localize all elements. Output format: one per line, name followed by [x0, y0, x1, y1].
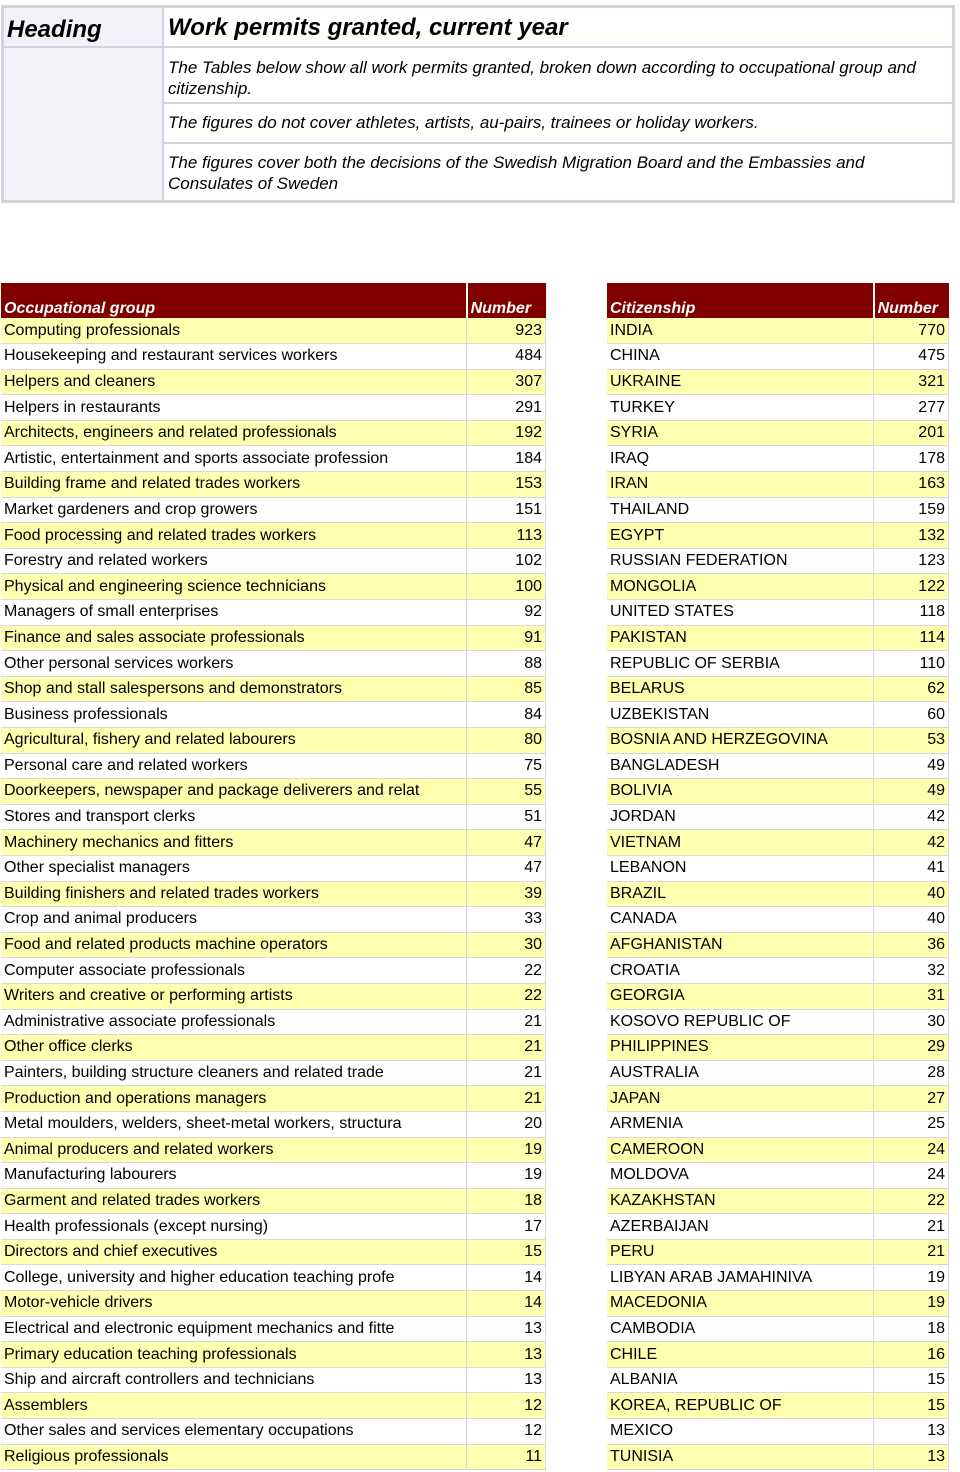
number-cell: 19	[874, 1291, 949, 1317]
number-cell: 30	[874, 1009, 949, 1035]
occupational-group-cell: Crop and animal producers	[1, 907, 467, 933]
table-row	[1, 344, 546, 370]
number-cell: 277	[874, 395, 949, 421]
number-cell: 307	[467, 369, 546, 395]
occupational-group-cell: Writers and creative or performing artists	[1, 983, 467, 1009]
number-cell: 15	[467, 1239, 546, 1265]
table-row	[1, 446, 546, 472]
occupational-group-cell: Helpers and cleaners	[1, 369, 467, 395]
number-cell: 53	[874, 728, 949, 754]
occupational-group-cell: Personal care and related workers	[1, 753, 467, 779]
citizenship-cell: VIETNAM	[607, 830, 874, 856]
occupational-group-cell: Building frame and related trades workers	[1, 472, 467, 498]
citizenship-cell: ARMENIA	[607, 1111, 874, 1137]
number-cell: 100	[467, 574, 546, 600]
citizenship-cell: PAKISTAN	[607, 625, 874, 651]
heading-label: Heading	[4, 8, 162, 48]
citizenship-cell: CAMBODIA	[607, 1316, 874, 1342]
occupational-group-cell: Administrative associate professionals	[1, 1009, 467, 1035]
occupational-group-cell: Food processing and related trades workers	[1, 523, 467, 549]
occupational-group-cell: Other personal services workers	[1, 651, 467, 677]
number-cell: 118	[874, 600, 949, 626]
occupational-group-cell: Architects, engineers and related professionals	[1, 420, 467, 446]
number-cell: 47	[467, 855, 546, 881]
number-cell: 75	[467, 753, 546, 779]
citizenship-cell: PHILIPPINES	[607, 1035, 874, 1061]
number-cell: 27	[874, 1086, 949, 1112]
number-cell: 47	[467, 830, 546, 856]
citizenship-cell: UNITED STATES	[607, 600, 874, 626]
citizenship-cell: BOLIVIA	[607, 779, 874, 805]
citizenship-table	[607, 283, 949, 1470]
number-cell: 49	[874, 779, 949, 805]
table-row	[1, 804, 546, 830]
citizenship-cell: MACEDONIA	[607, 1291, 874, 1317]
column-header-number: Number	[874, 283, 949, 318]
table-row	[607, 702, 949, 728]
number-cell: 291	[467, 395, 546, 421]
table-row	[1, 1239, 546, 1265]
occupational-group-cell: Religious professionals	[1, 1444, 467, 1470]
table-row	[1, 395, 546, 421]
number-cell: 114	[874, 625, 949, 651]
occupational-group-cell: Helpers in restaurants	[1, 395, 467, 421]
occupational-group-cell: College, university and higher education teaching profe	[1, 1265, 467, 1291]
occupational-group-cell: Shop and stall salespersons and demonstrators	[1, 676, 467, 702]
number-cell: 24	[874, 1137, 949, 1163]
citizenship-cell: TUNISIA	[607, 1444, 874, 1470]
citizenship-cell: CAMEROON	[607, 1137, 874, 1163]
table-row	[607, 1265, 949, 1291]
table-row	[1, 702, 546, 728]
citizenship-cell: JAPAN	[607, 1086, 874, 1112]
description-paragraph-3: The figures cover both the decisions of the Swedish Migration Board and the Embassies and Consulates of Sweden	[168, 153, 865, 193]
citizenship-cell: JORDAN	[607, 804, 874, 830]
table-row	[607, 958, 949, 984]
number-cell: 40	[874, 907, 949, 933]
number-cell: 475	[874, 344, 949, 370]
occupational-group-cell: Stores and transport clerks	[1, 804, 467, 830]
table-row	[607, 1111, 949, 1137]
table-row	[1, 881, 546, 907]
occupational-group-cell: Agricultural, fishery and related labourers	[1, 728, 467, 754]
citizenship-cell: UKRAINE	[607, 369, 874, 395]
table-row	[1, 728, 546, 754]
table-row	[607, 855, 949, 881]
number-cell: 13	[874, 1419, 949, 1445]
occupational-group-cell: Other sales and services elementary occupations	[1, 1419, 467, 1445]
number-cell: 42	[874, 804, 949, 830]
citizenship-cell: TURKEY	[607, 395, 874, 421]
table-row	[1, 907, 546, 933]
number-cell: 21	[467, 1009, 546, 1035]
number-cell: 16	[874, 1342, 949, 1368]
citizenship-cell: IRAQ	[607, 446, 874, 472]
table-row	[1, 1111, 546, 1137]
citizenship-cell: KOREA, REPUBLIC OF	[607, 1393, 874, 1419]
table-row	[1, 676, 546, 702]
table-row	[1, 548, 546, 574]
table-row	[607, 728, 949, 754]
number-cell: 21	[874, 1239, 949, 1265]
citizenship-cell: BANGLADESH	[607, 753, 874, 779]
citizenship-cell: IRAN	[607, 472, 874, 498]
occupational-group-cell: Manufacturing labourers	[1, 1163, 467, 1189]
occupational-group-cell: Assemblers	[1, 1393, 467, 1419]
table-row	[1, 625, 546, 651]
number-cell: 29	[874, 1035, 949, 1061]
occupational-group-cell: Food and related products machine operators	[1, 932, 467, 958]
table-row	[1, 958, 546, 984]
table-row	[1, 600, 546, 626]
number-cell: 13	[467, 1316, 546, 1342]
occupational-group-cell: Computer associate professionals	[1, 958, 467, 984]
description-paragraph-2: The figures do not cover athletes, artists, au-pairs, trainees or holiday workers.	[164, 104, 952, 144]
table-row	[607, 881, 949, 907]
table-row	[607, 1214, 949, 1240]
number-cell: 178	[874, 446, 949, 472]
table-row	[1, 1188, 546, 1214]
number-cell: 923	[467, 318, 546, 344]
number-cell: 102	[467, 548, 546, 574]
occupational-group-cell: Housekeeping and restaurant services workers	[1, 344, 467, 370]
table-row	[607, 1009, 949, 1035]
column-header-number: Number	[467, 283, 546, 318]
number-cell: 201	[874, 420, 949, 446]
description-paragraph-1: The Tables below show all work permits granted, broken down according to occupational group and citizenship.	[164, 48, 952, 104]
number-cell: 21	[874, 1214, 949, 1240]
table-row	[1, 983, 546, 1009]
table-row	[1, 1060, 546, 1086]
page-title: Work permits granted, current year	[164, 8, 952, 48]
table-row	[607, 1188, 949, 1214]
number-cell: 321	[874, 369, 949, 395]
table-row	[1, 1035, 546, 1061]
table-row	[607, 804, 949, 830]
number-cell: 122	[874, 574, 949, 600]
table-row	[607, 983, 949, 1009]
occupational-group-table	[1, 283, 546, 1470]
number-cell: 17	[467, 1214, 546, 1240]
citizenship-cell: AUSTRALIA	[607, 1060, 874, 1086]
number-cell: 11	[467, 1444, 546, 1470]
occupational-group-cell: Computing professionals	[1, 318, 467, 344]
number-cell: 28	[874, 1060, 949, 1086]
number-cell: 12	[467, 1419, 546, 1445]
number-cell: 60	[874, 702, 949, 728]
occupational-group-cell: Ship and aircraft controllers and technicians	[1, 1367, 467, 1393]
occupational-group-cell: Other office clerks	[1, 1035, 467, 1061]
number-cell: 30	[467, 932, 546, 958]
occupational-group-cell: Animal producers and related workers	[1, 1137, 467, 1163]
number-cell: 14	[467, 1291, 546, 1317]
occupational-group-cell: Electrical and electronic equipment mechanics and fitte	[1, 1316, 467, 1342]
column-header-citizenship: Citizenship	[607, 283, 874, 318]
table-row	[607, 753, 949, 779]
citizenship-cell: THAILAND	[607, 497, 874, 523]
table-row	[607, 1316, 949, 1342]
table-row	[1, 1265, 546, 1291]
number-cell: 484	[467, 344, 546, 370]
table-row	[1, 830, 546, 856]
number-cell: 22	[467, 983, 546, 1009]
citizenship-cell: UZBEKISTAN	[607, 702, 874, 728]
occupational-group-cell: Doorkeepers, newspaper and package deliverers and relat	[1, 779, 467, 805]
citizenship-cell: LIBYAN ARAB JAMAHINIVA	[607, 1265, 874, 1291]
number-cell: 151	[467, 497, 546, 523]
table-header-row	[607, 283, 949, 318]
citizenship-cell: REPUBLIC OF SERBIA	[607, 651, 874, 677]
citizenship-cell: MOLDOVA	[607, 1163, 874, 1189]
table-row	[607, 1444, 949, 1470]
number-cell: 31	[874, 983, 949, 1009]
number-cell: 19	[467, 1163, 546, 1189]
table-row	[607, 574, 949, 600]
number-cell: 15	[874, 1393, 949, 1419]
table-row	[1, 651, 546, 677]
number-cell: 62	[874, 676, 949, 702]
table-row	[1, 1163, 546, 1189]
heading-label-column	[4, 8, 164, 200]
citizenship-cell: MONGOLIA	[607, 574, 874, 600]
occupational-group-cell: Business professionals	[1, 702, 467, 728]
number-cell: 192	[467, 420, 546, 446]
number-cell: 40	[874, 881, 949, 907]
citizenship-cell: LEBANON	[607, 855, 874, 881]
number-cell: 15	[874, 1367, 949, 1393]
citizenship-cell: CHILE	[607, 1342, 874, 1368]
occupational-group-cell: Metal moulders, welders, sheet-metal workers, structura	[1, 1111, 467, 1137]
citizenship-cell: EGYPT	[607, 523, 874, 549]
table-row	[607, 497, 949, 523]
table-row	[607, 523, 949, 549]
table-row	[607, 369, 949, 395]
citizenship-cell: CANADA	[607, 907, 874, 933]
table-row	[1, 1214, 546, 1240]
table-row	[607, 1060, 949, 1086]
heading-content	[164, 8, 952, 200]
table-row	[1, 1342, 546, 1368]
number-cell: 22	[467, 958, 546, 984]
table-row	[607, 420, 949, 446]
table-row	[1, 1137, 546, 1163]
table-row	[607, 1393, 949, 1419]
occupational-group-cell: Building finishers and related trades workers	[1, 881, 467, 907]
number-cell: 88	[467, 651, 546, 677]
number-cell: 184	[467, 446, 546, 472]
citizenship-cell: MEXICO	[607, 1419, 874, 1445]
citizenship-cell: CROATIA	[607, 958, 874, 984]
table-row	[1, 1419, 546, 1445]
number-cell: 21	[467, 1060, 546, 1086]
table-row	[607, 1342, 949, 1368]
table-header-row	[1, 283, 546, 318]
occupational-group-cell: Production and operations managers	[1, 1086, 467, 1112]
table-row	[607, 1239, 949, 1265]
number-cell: 21	[467, 1035, 546, 1061]
number-cell: 22	[874, 1188, 949, 1214]
number-cell: 19	[467, 1137, 546, 1163]
table-row	[607, 472, 949, 498]
occupational-group-cell: Motor-vehicle drivers	[1, 1291, 467, 1317]
occupational-group-cell: Painters, building structure cleaners and related trade	[1, 1060, 467, 1086]
citizenship-cell: AFGHANISTAN	[607, 932, 874, 958]
citizenship-cell: RUSSIAN FEDERATION	[607, 548, 874, 574]
number-cell: 163	[874, 472, 949, 498]
number-cell: 21	[467, 1086, 546, 1112]
number-cell: 51	[467, 804, 546, 830]
table-row	[607, 907, 949, 933]
table-row	[607, 1163, 949, 1189]
citizenship-cell: BOSNIA AND HERZEGOVINA	[607, 728, 874, 754]
number-cell: 12	[467, 1393, 546, 1419]
table-row	[607, 395, 949, 421]
table-row	[607, 1367, 949, 1393]
table-row	[607, 318, 949, 344]
table-row	[1, 1444, 546, 1470]
table-row	[607, 1291, 949, 1317]
number-cell: 110	[874, 651, 949, 677]
citizenship-cell: BRAZIL	[607, 881, 874, 907]
number-cell: 36	[874, 932, 949, 958]
occupational-group-cell: Market gardeners and crop growers	[1, 497, 467, 523]
table-row	[607, 1137, 949, 1163]
number-cell: 13	[874, 1444, 949, 1470]
number-cell: 18	[874, 1316, 949, 1342]
number-cell: 91	[467, 625, 546, 651]
number-cell: 13	[467, 1342, 546, 1368]
citizenship-cell: BELARUS	[607, 676, 874, 702]
table-row	[1, 1291, 546, 1317]
citizenship-cell: INDIA	[607, 318, 874, 344]
table-row	[607, 651, 949, 677]
number-cell: 770	[874, 318, 949, 344]
occupational-group-cell: Primary education teaching professionals	[1, 1342, 467, 1368]
occupational-group-cell: Machinery mechanics and fitters	[1, 830, 467, 856]
number-cell: 39	[467, 881, 546, 907]
number-cell: 42	[874, 830, 949, 856]
occupational-group-cell: Finance and sales associate professionals	[1, 625, 467, 651]
number-cell: 32	[874, 958, 949, 984]
table-row	[1, 523, 546, 549]
occupational-group-cell: Garment and related trades workers	[1, 1188, 467, 1214]
citizenship-cell: SYRIA	[607, 420, 874, 446]
occupational-group-cell: Managers of small enterprises	[1, 600, 467, 626]
table-row	[1, 472, 546, 498]
number-cell: 14	[467, 1265, 546, 1291]
table-row	[1, 1009, 546, 1035]
number-cell: 33	[467, 907, 546, 933]
table-row	[607, 830, 949, 856]
table-row	[1, 1086, 546, 1112]
number-cell: 24	[874, 1163, 949, 1189]
table-row	[607, 1086, 949, 1112]
occupational-group-cell: Other specialist managers	[1, 855, 467, 881]
number-cell: 25	[874, 1111, 949, 1137]
table-row	[1, 1393, 546, 1419]
table-row	[607, 446, 949, 472]
table-row	[1, 574, 546, 600]
table-row	[1, 1316, 546, 1342]
table-row	[1, 1367, 546, 1393]
table-row	[607, 625, 949, 651]
citizenship-cell: KAZAKHSTAN	[607, 1188, 874, 1214]
occupational-group-cell: Health professionals (except nursing)	[1, 1214, 467, 1240]
citizenship-cell: AZERBAIJAN	[607, 1214, 874, 1240]
citizenship-cell: KOSOVO REPUBLIC OF	[607, 1009, 874, 1035]
number-cell: 19	[874, 1265, 949, 1291]
table-row	[607, 1035, 949, 1061]
number-cell: 41	[874, 855, 949, 881]
number-cell: 55	[467, 779, 546, 805]
number-cell: 18	[467, 1188, 546, 1214]
number-cell: 84	[467, 702, 546, 728]
number-cell: 123	[874, 548, 949, 574]
heading-block	[1, 5, 955, 203]
table-row	[1, 497, 546, 523]
table-row	[1, 753, 546, 779]
number-cell: 49	[874, 753, 949, 779]
table-row	[607, 548, 949, 574]
number-cell: 92	[467, 600, 546, 626]
table-row	[1, 420, 546, 446]
number-cell: 113	[467, 523, 546, 549]
occupational-group-cell: Directors and chief executives	[1, 1239, 467, 1265]
number-cell: 132	[874, 523, 949, 549]
table-row	[607, 932, 949, 958]
number-cell: 20	[467, 1111, 546, 1137]
occupational-group-cell: Forestry and related workers	[1, 548, 467, 574]
citizenship-cell: ALBANIA	[607, 1367, 874, 1393]
occupational-group-cell: Artistic, entertainment and sports associate profession	[1, 446, 467, 472]
column-header-occupational-group: Occupational group	[1, 283, 467, 318]
number-cell: 80	[467, 728, 546, 754]
table-row	[1, 318, 546, 344]
table-row	[607, 1419, 949, 1445]
table-row	[607, 600, 949, 626]
number-cell: 13	[467, 1367, 546, 1393]
citizenship-cell: GEORGIA	[607, 983, 874, 1009]
table-row	[607, 344, 949, 370]
citizenship-cell: PERU	[607, 1239, 874, 1265]
table-row	[1, 369, 546, 395]
table-row	[1, 855, 546, 881]
number-cell: 159	[874, 497, 949, 523]
table-row	[607, 779, 949, 805]
table-row	[1, 779, 546, 805]
number-cell: 153	[467, 472, 546, 498]
table-row	[1, 932, 546, 958]
number-cell: 85	[467, 676, 546, 702]
citizenship-cell: CHINA	[607, 344, 874, 370]
occupational-group-cell: Physical and engineering science technicians	[1, 574, 467, 600]
table-row	[607, 676, 949, 702]
